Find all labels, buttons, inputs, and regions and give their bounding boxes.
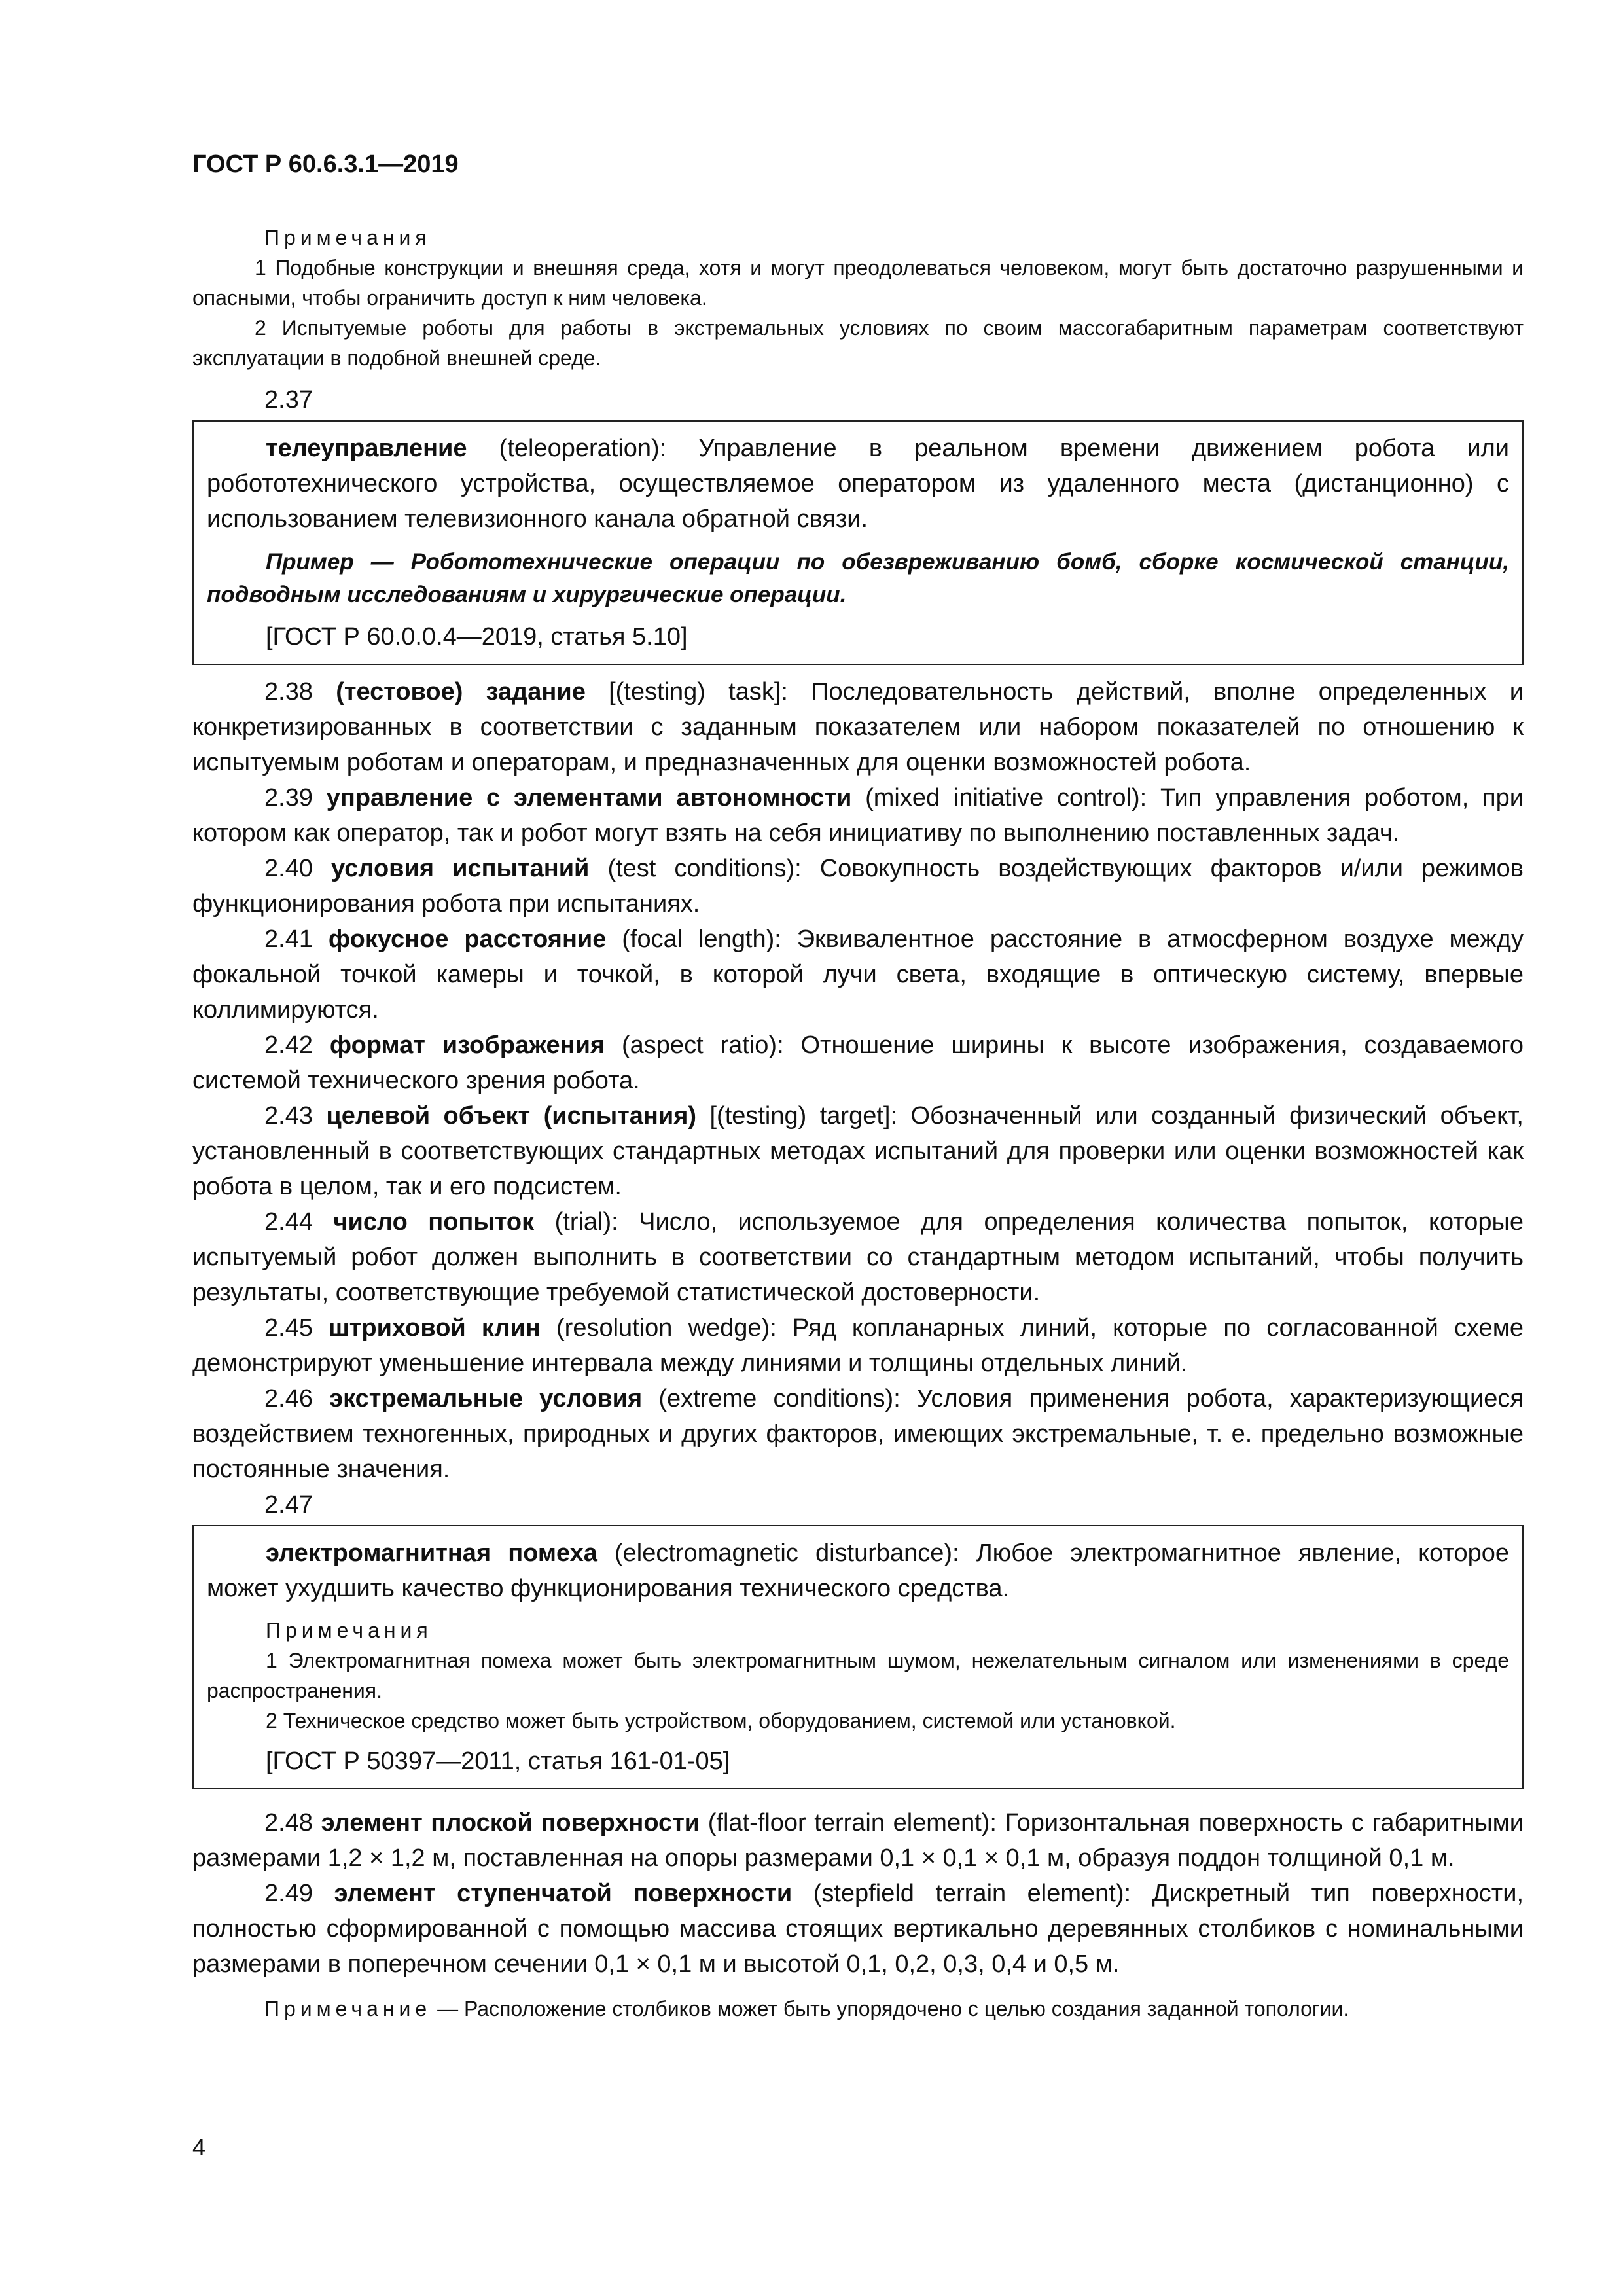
term: телеуправление <box>266 435 467 462</box>
term: условия испытаний <box>331 855 590 882</box>
definition-text: (mixed initiative control): Тип управления роботом, при котором как оператор, так и робот могут взять на себя инициативу по выполнению поставленных задач. <box>192 784 1524 847</box>
definition-text: (trial): Число, используемое для определения количества попыток, которые испытуемый робот должен выполнить в соответствии со стандартным методом испытаний, чтобы получить результаты, соответствующие требуемой статистической достоверности. <box>192 1208 1524 1306</box>
entries-group-2 <box>192 1805 1524 1982</box>
final-note <box>192 1994 1524 2024</box>
definition-text: (resolution wedge): Ряд копланарных линий, которые по согласованной схеме демонстрируют уменьшение интервала между линиями и толщины отдельных линий. <box>192 1314 1524 1377</box>
definition-text: [(testing) target]: Обозначенный или созданный физический объект, установленный в соответствующих стандартных методах испытаний для проверки или оценки возможностей как робота в целом, так и его подсистем. <box>192 1102 1524 1200</box>
entry-number: 2.46 <box>264 1385 330 1412</box>
entry-number: 2.42 <box>264 1031 330 1059</box>
term-definition <box>207 431 1509 537</box>
notes-title: Примечания <box>266 1619 433 1642</box>
source-reference: [ГОСТ Р 50397—2011, статья 161-01-05] <box>266 1748 730 1775</box>
definition-text: (stepfield terrain element): Дискретный тип поверхности, полностью сформированной с помощью массива стоящих вертикально деревянных столбиков с номинальными размерами в поперечном сечении 0,1 × 0,1 м и высотой 0,1, 0,2, 0,3, 0,4 и 0,5 м. <box>192 1880 1524 1978</box>
term-entry <box>192 1028 1524 1098</box>
page-number: 4 <box>192 2134 206 2161</box>
definition-text: (extreme conditions): Условия применения робота, характеризующиеся воздействием техногенных, природных и других факторов, имеющих экстремальные, т. е. предельно возможные постоянные значения. <box>192 1385 1524 1483</box>
entry-number: 2.45 <box>264 1314 329 1342</box>
definition-text: [(testing) task]: Последовательность действий, вполне определенных и конкретизированных в соответствии с заданным показателем или набором показателей по отношению к испытуемым роботам и операторам, и предназначенных для оценки возможностей робота. <box>192 678 1524 776</box>
term: электромагнитная помеха <box>266 1539 597 1567</box>
term-entry <box>192 674 1524 780</box>
definition-text: (electromagnetic disturbance): Любое электромагнитное явление, которое может ухудшить качество функционирования технического средства. <box>207 1539 1509 1602</box>
term: формат изображения <box>329 1031 605 1059</box>
source-reference: [ГОСТ Р 60.0.0.4—2019, статья 5.10] <box>266 623 688 651</box>
note-item: 1 Электромагнитная помеха может быть электромагнитным шумом, нежелательным сигналом или изменениями в среде распространения. <box>207 1649 1509 1702</box>
term: (тестовое) задание <box>336 678 586 706</box>
definition-text: (test conditions): Совокупность воздействующих факторов и/или режимов функционирования робота при испытаниях. <box>192 855 1524 918</box>
term: число попыток <box>333 1208 535 1236</box>
entry-number: 2.39 <box>264 784 327 812</box>
term-entry <box>192 780 1524 851</box>
entry-number: 2.43 <box>264 1102 327 1130</box>
term-entry <box>192 1204 1524 1310</box>
term: управление с элементами автономности <box>326 784 852 812</box>
term: элемент плоской поверхности <box>321 1809 700 1837</box>
term: экстремальные условия <box>329 1385 643 1412</box>
term-box-2-47 <box>192 1525 1524 1789</box>
term: штриховой клин <box>329 1314 541 1342</box>
notes-title: Примечания <box>264 226 431 249</box>
definition-text: (teleoperation): Управление в реальном времени движением робота или робототехнического устройства, осуществляемое оператором из удаленного места (дистанционно) с использованием телевизионного канала обратной связи. <box>207 435 1509 533</box>
entry-number: 2.49 <box>264 1880 334 1907</box>
term-box-2-37 <box>192 420 1524 665</box>
term-entry <box>192 1381 1524 1487</box>
entry-number: 2.38 <box>264 678 336 706</box>
term: элемент ступенчатой поверхности <box>334 1880 793 1907</box>
entry-number: 2.47 <box>264 1491 313 1518</box>
term-entry <box>192 1310 1524 1381</box>
entry-number: 2.41 <box>264 925 329 953</box>
note-text: — Расположение столбиков может быть упорядочено с целью создания заданной топологии. <box>431 1997 1349 2020</box>
term-entry <box>192 1876 1524 1982</box>
example-text: Пример — Робототехнические операции по обезвреживанию бомб, сборке космической станции, подводным исследованиям и хирургические операции. <box>207 549 1509 607</box>
term-entry <box>192 851 1524 922</box>
page-content <box>192 223 1524 2024</box>
note-item: 2 Испытуемые роботы для работы в экстремальных условиях по своим массогабаритным параметрам соответствуют эксплуатации в подобной внешней среде. <box>192 316 1524 370</box>
term-entry <box>192 1098 1524 1204</box>
note-item: 2 Техническое средство может быть устройством, оборудованием, системой или установкой. <box>266 1709 1176 1732</box>
entry-number: 2.48 <box>264 1809 321 1837</box>
note-item: 1 Подобные конструкции и внешняя среда, хотя и могут преодолеваться человеком, могут быть достаточно разрушенными и опасными, чтобы ограничить доступ к ним человека. <box>192 256 1524 310</box>
note-label: Примечание <box>264 1997 432 2020</box>
term: фокусное расстояние <box>328 925 607 953</box>
term-entry <box>192 1805 1524 1876</box>
term-entry <box>192 922 1524 1028</box>
definition-text: (flat-floor terrain element): Горизонтальная поверхность с габаритными размерами 1,2 × 1,2 м, поставленная на опоры размерами 0,1 × 0,1 × 0,1 м, образуя поддон толщиной 0,1 м. <box>192 1809 1524 1872</box>
term-definition <box>207 1535 1509 1606</box>
definition-text: (focal length): Эквивалентное расстояние в атмосферном воздухе между фокальной точкой камеры и точкой, в которой лучи света, входящие в оптическую систему, впервые коллимируются. <box>192 925 1524 1024</box>
entry-number: 2.44 <box>264 1208 334 1236</box>
entry-number: 2.37 <box>264 386 313 414</box>
document-header: ГОСТ Р 60.6.3.1—2019 <box>192 151 459 178</box>
definition-text: (aspect ratio): Отношение ширины к высоте изображения, создаваемого системой технического зрения робота. <box>192 1031 1524 1094</box>
entries-group <box>192 674 1524 1487</box>
entry-number: 2.40 <box>264 855 331 882</box>
term: целевой объект (испытания) <box>326 1102 697 1130</box>
